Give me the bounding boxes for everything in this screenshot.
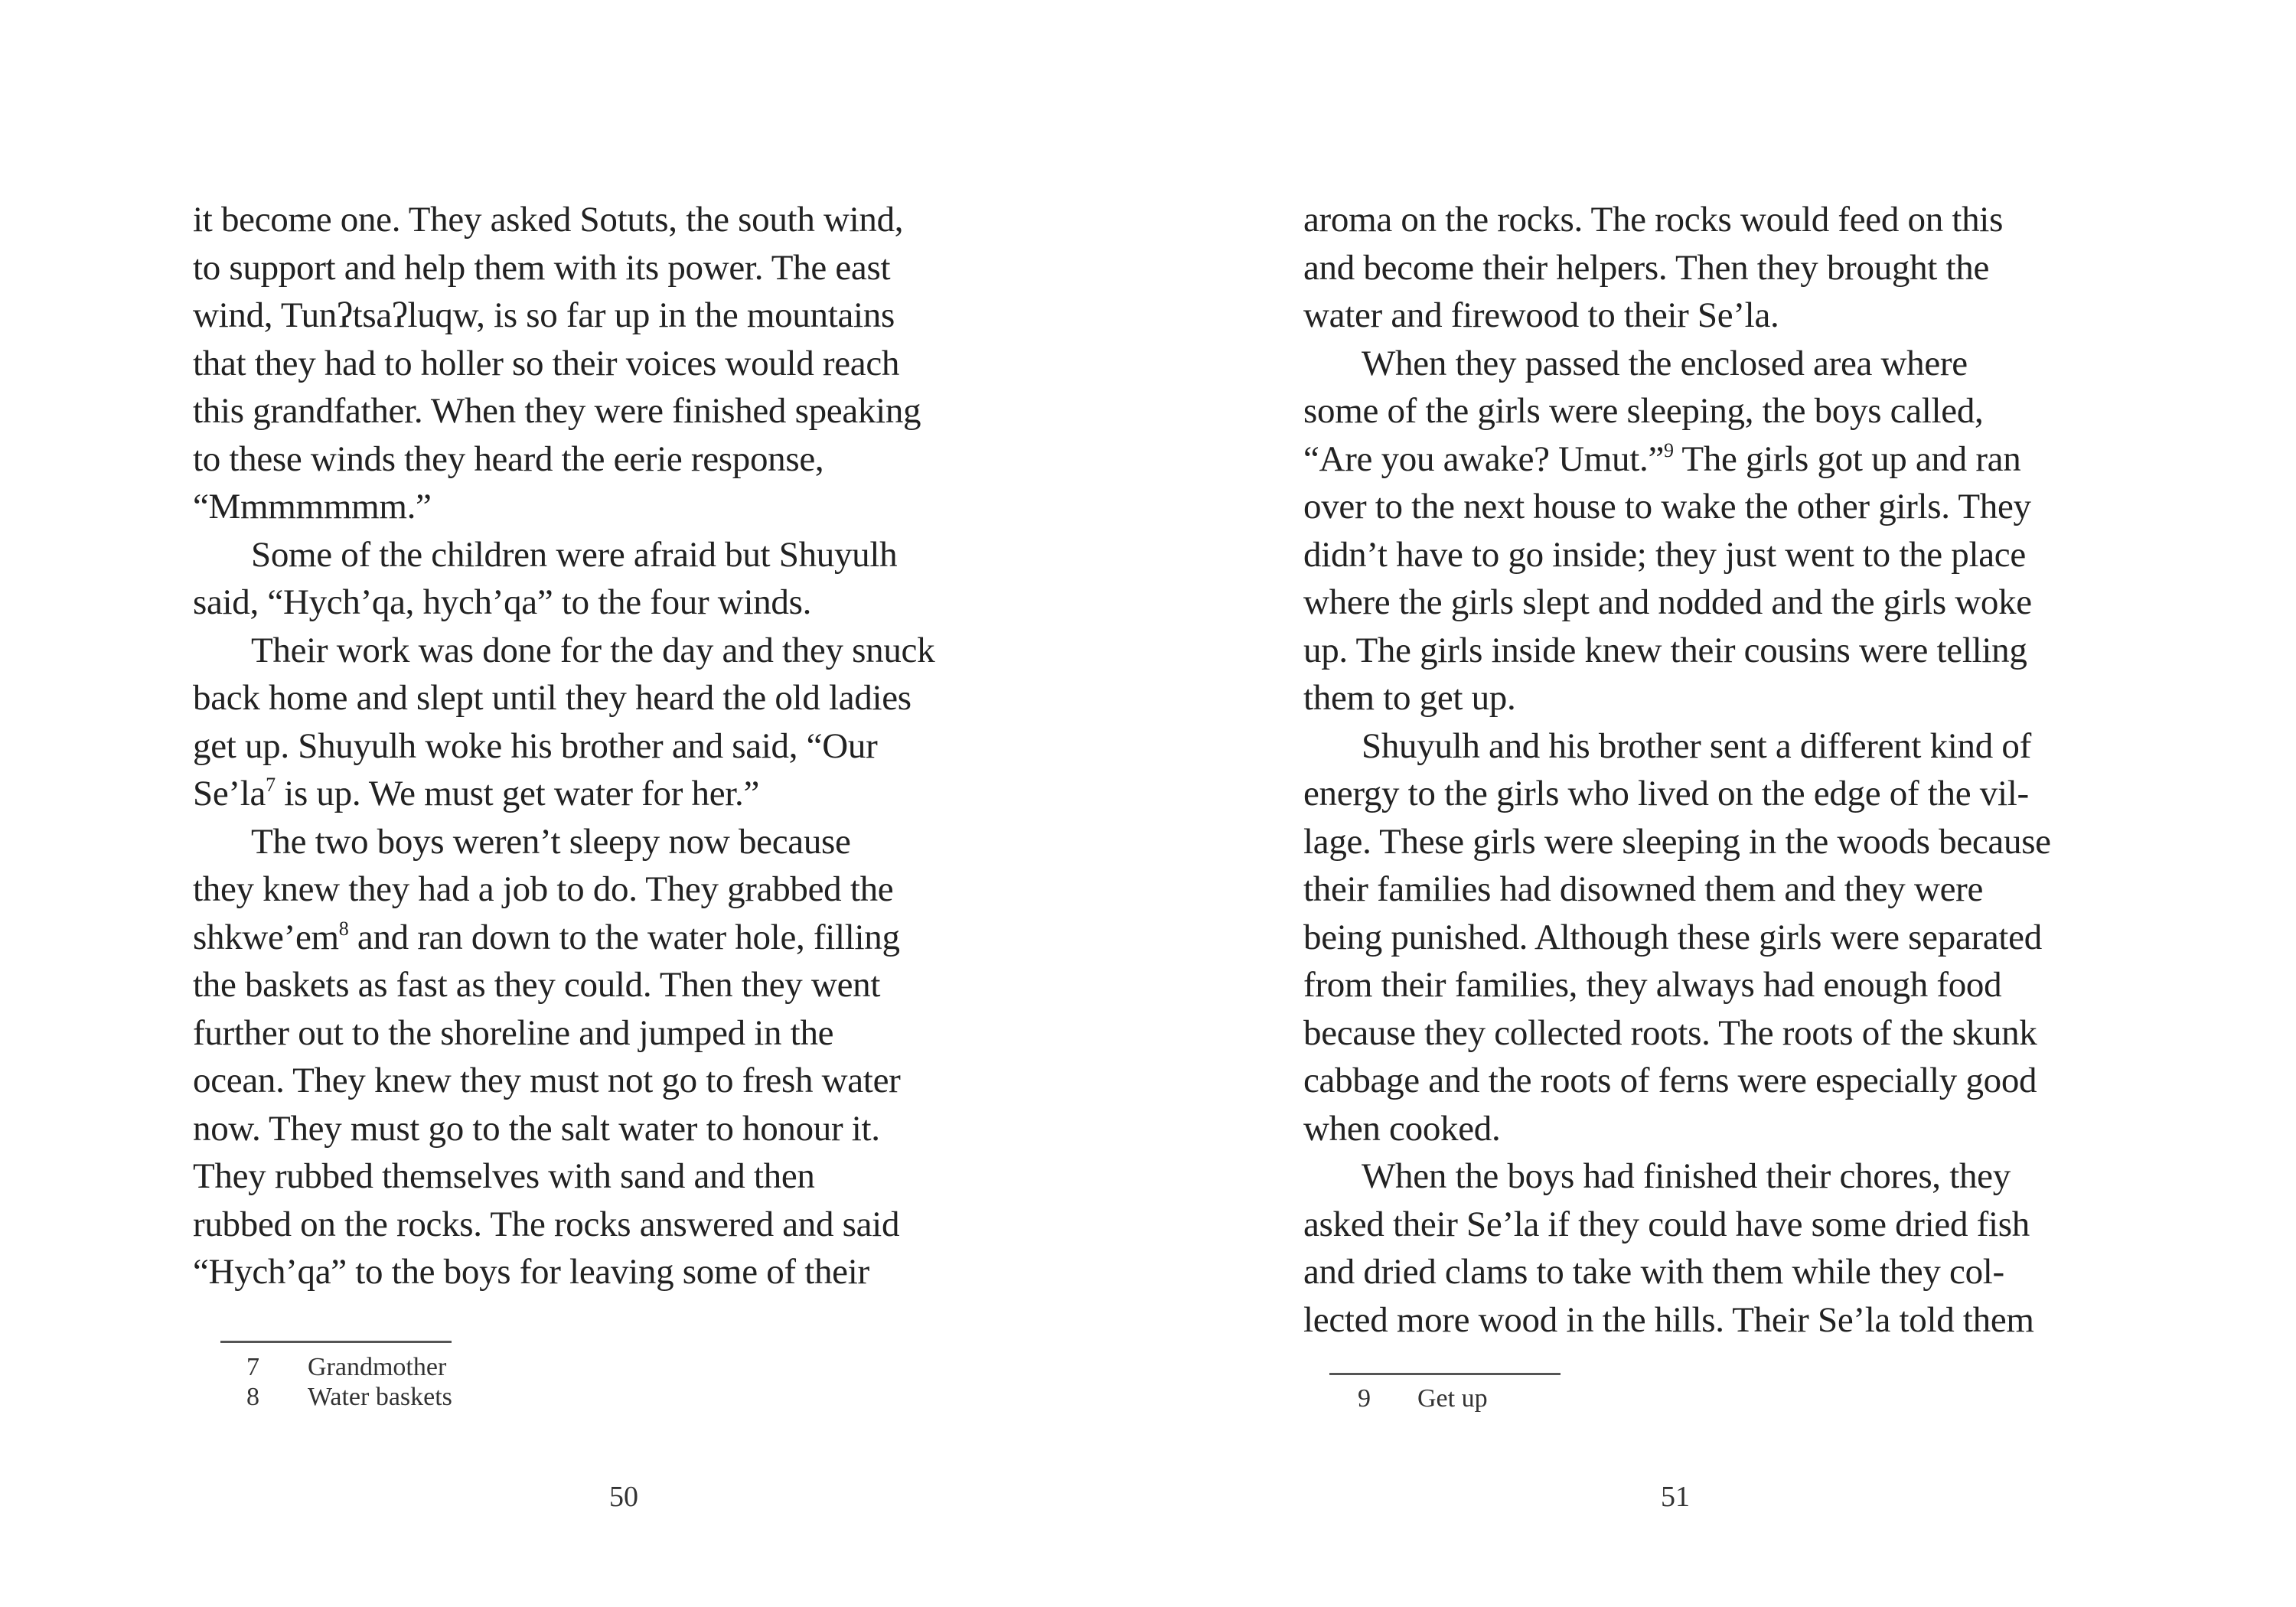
line-text: Shuyulh and his brother sent a different kind of	[1362, 725, 2031, 766]
footnote-separator-rule	[220, 1341, 452, 1343]
line-text: When the boys had finished their chores, they	[1362, 1156, 2011, 1196]
line-text: The two boys weren’t sleepy now because	[251, 821, 851, 862]
page-number: 50	[609, 1481, 638, 1513]
text-line	[1303, 630, 2027, 670]
paragraph-first-line	[251, 630, 935, 670]
line-text: being punished. Although these girls were separated	[1303, 917, 2042, 957]
text-line	[1303, 489, 2031, 525]
text-line	[193, 343, 900, 383]
text-line	[1303, 202, 2003, 238]
line-text: lage. These girls were sleeping in the woods because	[1303, 821, 2051, 862]
line-text: Their work was done for the day and they snuck	[251, 630, 935, 670]
paragraph-first-line	[251, 821, 851, 862]
line-text: didn’t have to go inside; they just went to the place	[1303, 534, 2026, 575]
line-text: it become one. They asked Sotuts, the south wind,	[193, 200, 904, 240]
line-text: rubbed on the rocks. The rocks answered and said	[193, 1204, 900, 1244]
text-line	[1303, 1204, 2030, 1244]
line-text: that they had to holler so their voices would reach	[193, 343, 900, 383]
line-text: Se’la	[193, 774, 266, 813]
line-text: aroma on the rocks. The rocks would feed on this	[1303, 200, 2004, 240]
line-text: When they passed the enclosed area where	[1362, 343, 1968, 383]
text-line	[193, 438, 824, 479]
line-text: further out to the shoreline and jumped in the	[193, 1012, 834, 1053]
line-text: wind, Tunʔtsaʔluqw, is so far up in the mountains	[193, 295, 895, 335]
line-text: “Mmmmmmm.”	[193, 487, 432, 526]
line-text: back home and slept until they heard the old ladies	[193, 678, 912, 718]
text-line	[193, 967, 880, 1003]
line-text: where the girls slept and nodded and the girls woke	[1303, 582, 2032, 622]
text-line	[193, 917, 900, 957]
line-text-continued: The girls got up and ran	[1673, 438, 2021, 479]
text-line	[193, 725, 878, 766]
line-text: shkwe’em	[193, 917, 339, 957]
paragraph-first-line	[1362, 343, 1968, 383]
line-text: the baskets as fast as they could. Then they went	[193, 965, 881, 1005]
text-line	[1303, 1108, 1501, 1149]
line-text: get up. Shuyulh woke his brother and said, “Our	[193, 725, 878, 766]
line-text-continued: is up. We must get water for her.”	[275, 774, 760, 813]
line-text: ocean. They knew they must not go to fresh water	[193, 1061, 901, 1100]
left-page-body-text	[0, 0, 1148, 1339]
line-text: they knew they had a job to do. They grabbed the	[193, 869, 894, 909]
line-text: over to the next house to wake the other girls. They	[1303, 487, 2031, 526]
text-line	[193, 1156, 815, 1196]
text-line	[193, 869, 894, 909]
footnote-reference[interactable]: 7	[266, 774, 276, 796]
text-line	[1303, 1254, 2004, 1290]
line-text: and become their helpers. Then they brought the	[1303, 247, 1990, 288]
text-line	[1303, 534, 2026, 575]
text-line	[193, 1063, 900, 1099]
line-text: up. The girls inside knew their cousins were telling	[1303, 630, 2027, 670]
text-line	[193, 582, 812, 622]
line-text: asked their Se’la if they could have some dried fish	[1303, 1204, 2030, 1244]
text-line	[1303, 582, 2032, 622]
line-text-continued: and ran down to the water hole, filling	[348, 917, 900, 957]
right-page	[1148, 0, 2296, 1607]
text-line	[193, 295, 895, 335]
line-text: water and firewood to their Se’la.	[1303, 295, 1779, 335]
line-text: their families had disowned them and they were	[1303, 869, 1984, 909]
paragraph-first-line	[251, 534, 898, 575]
footnote-number: 9	[1358, 1384, 1371, 1413]
footnote-text: Grandmother	[308, 1353, 447, 1381]
line-text: because they collected roots. The roots of the skunk	[1303, 1012, 2037, 1053]
line-text: energy to the girls who lived on the edge of the vil-	[1303, 774, 2029, 813]
text-line	[193, 202, 903, 238]
footnote-reference[interactable]: 8	[338, 917, 349, 940]
text-line	[1303, 967, 2001, 1003]
text-line	[1303, 1012, 2037, 1053]
line-text: now. They must go to the salt water to honour it.	[193, 1108, 880, 1149]
line-text: Some of the children were afraid but Shuyulh	[251, 534, 898, 575]
paragraph-first-line	[1362, 1156, 2011, 1196]
text-line	[193, 1204, 900, 1244]
line-text: from their families, they always had enough food	[1303, 965, 2002, 1005]
line-text: to these winds they heard the eerie response,	[193, 438, 824, 479]
page-number: 51	[1661, 1481, 1690, 1513]
footnote-text: Water baskets	[308, 1383, 452, 1411]
paragraph-first-line	[1362, 725, 2031, 766]
line-text: said, “Hych’qa, hych’qa” to the four winds.	[193, 582, 812, 622]
line-text: They rubbed themselves with sand and then	[193, 1156, 815, 1196]
text-line	[1303, 1063, 2037, 1099]
text-line	[193, 489, 432, 525]
text-line	[1303, 776, 2029, 812]
footnote-separator-rule	[1329, 1373, 1561, 1375]
text-line	[1303, 393, 1984, 429]
text-line	[193, 680, 912, 716]
text-line	[1303, 917, 2042, 957]
text-line	[193, 1254, 869, 1290]
footnote-text: Get up	[1417, 1384, 1488, 1413]
text-line	[193, 247, 891, 288]
text-line	[193, 1108, 880, 1149]
text-line	[193, 393, 921, 429]
line-text: “Hych’qa” to the boys for leaving some of their	[193, 1252, 869, 1292]
text-line	[193, 776, 759, 812]
footnote-number: 8	[246, 1383, 259, 1411]
line-text: lected more wood in the hills. Their Se’la told them	[1303, 1299, 2034, 1340]
text-line	[1303, 869, 1984, 909]
line-text: cabbage and the roots of ferns were especially good	[1303, 1061, 2037, 1100]
line-text: and dried clams to take with them while they col-	[1303, 1252, 2004, 1292]
text-line	[1303, 821, 2051, 862]
text-line	[1303, 247, 1990, 288]
line-text: “Are you awake? Umut.”	[1303, 438, 1665, 479]
line-text: when cooked.	[1303, 1108, 1501, 1149]
text-line	[1303, 295, 1779, 335]
text-line	[1303, 680, 1515, 716]
line-text: them to get up.	[1303, 678, 1516, 718]
text-line	[1303, 438, 2021, 479]
text-line	[193, 1012, 834, 1053]
line-text: some of the girls were sleeping, the boys called,	[1303, 391, 1984, 431]
line-text: this grandfather. When they were finished speaking	[193, 391, 921, 431]
line-text: to support and help them with its power. The east	[193, 247, 891, 288]
footnote-reference[interactable]: 9	[1664, 438, 1674, 461]
text-line	[1303, 1299, 2034, 1340]
footnote-number: 7	[246, 1353, 259, 1381]
right-page-body-text	[1148, 0, 2296, 1339]
